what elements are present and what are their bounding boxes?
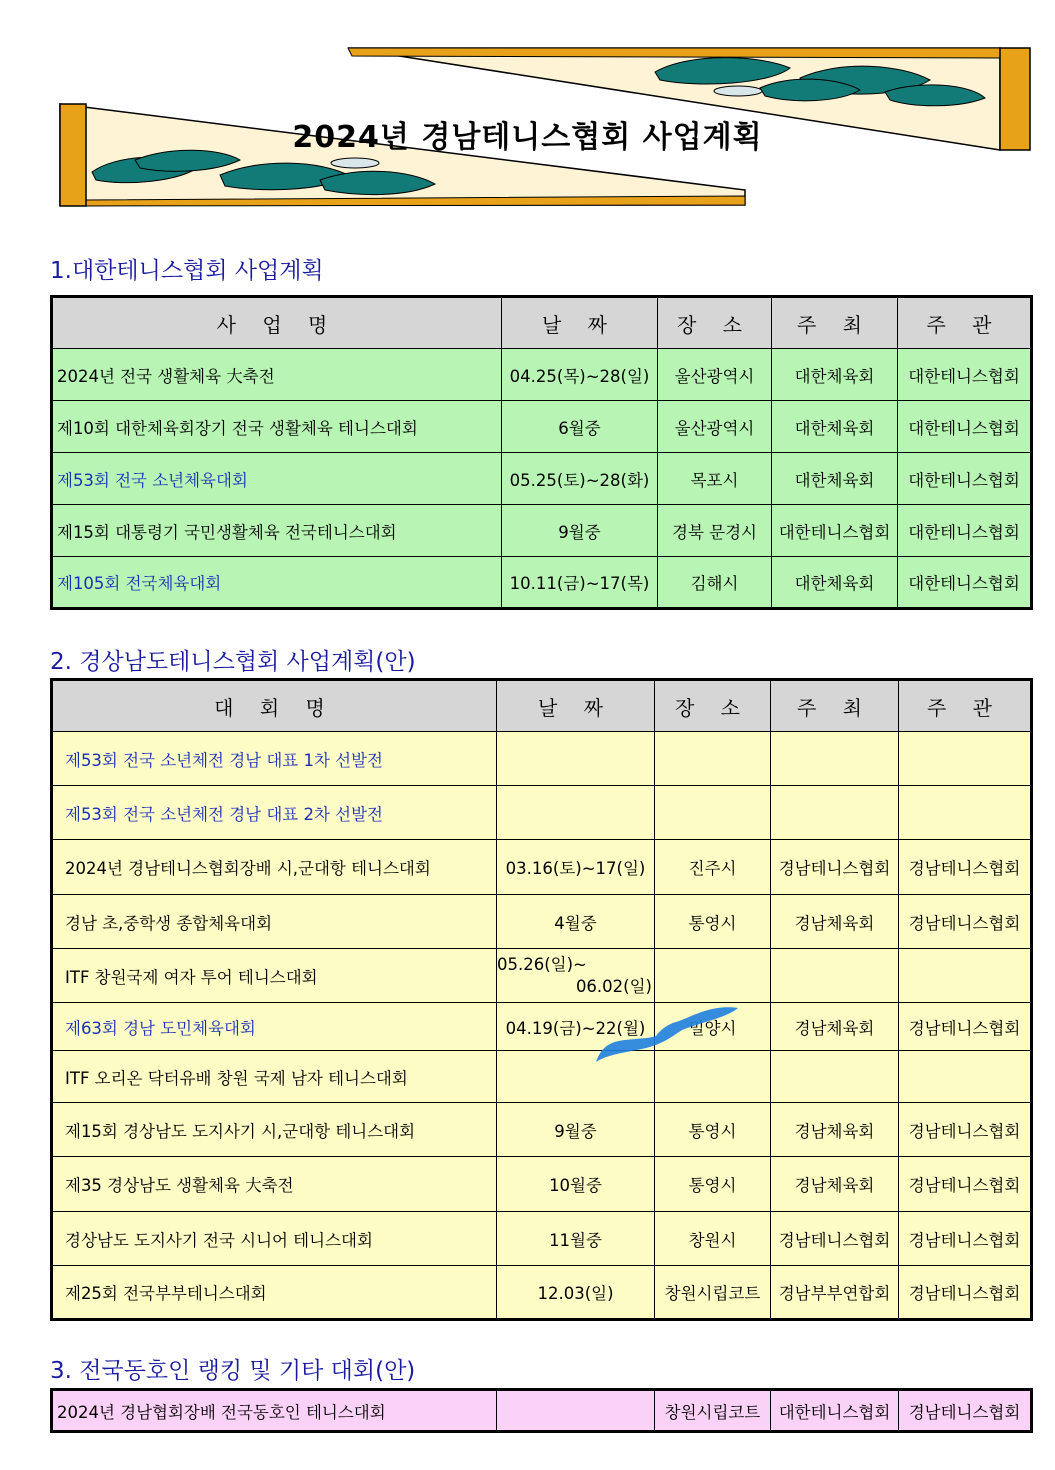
section1-table: [50, 295, 1033, 610]
event-host: 대한체육회: [772, 401, 898, 453]
event-date: 9월중: [497, 1103, 655, 1157]
highlighter-mark: [590, 1000, 750, 1070]
event-date: 6월중: [502, 401, 658, 453]
event-date: 9월중: [502, 505, 658, 557]
event-name: 2024년 경남협회장배 전국동호인 테니스대회: [52, 1390, 497, 1432]
section3-title: 3. 전국동호인 랭킹 및 기타 대회(안): [50, 1358, 416, 1384]
event-name: 제15회 대통령기 국민생활체육 전국테니스대회: [52, 505, 502, 557]
event-name: 2024년 전국 생활체육 大축전: [52, 349, 502, 401]
event-host: [771, 949, 899, 1003]
event-organizer: [899, 1051, 1032, 1103]
event-date: [497, 786, 655, 840]
event-date: 04.25(목)~28(일): [502, 349, 658, 401]
event-host: 경남체육회: [771, 1003, 899, 1051]
event-organizer: [899, 786, 1032, 840]
event-organizer: 경남테니스협회: [899, 1390, 1032, 1432]
table-row: [52, 349, 1032, 401]
event-place: 울산광역시: [658, 401, 772, 453]
event-date: 10.11(금)~17(목): [502, 557, 658, 609]
column-header-organizer: 주 관: [898, 297, 1032, 349]
event-date: 03.16(토)~17(일): [497, 840, 655, 895]
table-row: [52, 1212, 1032, 1266]
column-header-host: 주 최: [772, 297, 898, 349]
event-organizer: 대한테니스협회: [898, 453, 1032, 505]
event-organizer: 경남테니스협회: [899, 895, 1032, 949]
event-host: 대한체육회: [772, 557, 898, 609]
event-organizer: [899, 949, 1032, 1003]
section2-title: 2. 경상남도테니스협회 사업계획(안): [50, 649, 416, 675]
event-name: 제53회 전국 소년체전 경남 대표 2차 선발전: [52, 786, 497, 840]
event-organizer: 경남테니스협회: [899, 1266, 1032, 1320]
table-row: [52, 949, 1032, 1003]
event-name: 제15회 경상남도 도지사기 시,군대항 테니스대회: [52, 1103, 497, 1157]
document-title: 2024년 경남테니스협회 사업계획: [292, 120, 763, 155]
table-row: [52, 1051, 1032, 1103]
event-place: 통영시: [655, 1157, 771, 1212]
event-name: 제25회 전국부부테니스대회: [52, 1266, 497, 1320]
event-host: 경남체육회: [771, 1103, 899, 1157]
event-name: 제63회 경남 도민체육대회: [52, 1003, 497, 1051]
event-host: 대한테니스협회: [772, 505, 898, 557]
event-organizer: 대한테니스협회: [898, 557, 1032, 609]
event-organizer: [899, 732, 1032, 786]
event-place: 진주시: [655, 840, 771, 895]
event-date: 12.03(일): [497, 1266, 655, 1320]
table-row: [52, 1157, 1032, 1212]
event-host: [771, 732, 899, 786]
table-row: [52, 505, 1032, 557]
event-date: [497, 1390, 655, 1432]
event-organizer: 경남테니스협회: [899, 1103, 1032, 1157]
table-row: [52, 453, 1032, 505]
event-place: 통영시: [655, 1103, 771, 1157]
column-header-name: 사 업 명: [52, 297, 502, 349]
table-row: [52, 557, 1032, 609]
event-date: 10월중: [497, 1157, 655, 1212]
event-date-start: 05.26(일)~: [497, 954, 587, 974]
table-row: [52, 840, 1032, 895]
event-name: 제53회 전국 소년체전 경남 대표 1차 선발전: [52, 732, 497, 786]
event-name: 제35 경상남도 생활체육 大축전: [52, 1157, 497, 1212]
event-name: 경상남도 도지사기 전국 시니어 테니스대회: [52, 1212, 497, 1266]
column-header-organizer: 주 관: [899, 680, 1032, 732]
column-header-date: 날 짜: [497, 680, 655, 732]
event-host: 대한체육회: [772, 349, 898, 401]
event-place: 경북 문경시: [658, 505, 772, 557]
table-row: [52, 1103, 1032, 1157]
section2-table: [50, 678, 1033, 1321]
event-organizer: 경남테니스협회: [899, 1157, 1032, 1212]
section3-table: [50, 1388, 1033, 1433]
event-host: 대한체육회: [772, 453, 898, 505]
event-organizer: 대한테니스협회: [898, 401, 1032, 453]
event-host: 경남체육회: [771, 1157, 899, 1212]
event-host: 경남테니스협회: [771, 1212, 899, 1266]
event-place: 울산광역시: [658, 349, 772, 401]
event-organizer: 대한테니스협회: [898, 505, 1032, 557]
event-host: [771, 1051, 899, 1103]
event-place: [655, 732, 771, 786]
event-name: 경남 초,중학생 종합체육대회: [52, 895, 497, 949]
table-row: [52, 895, 1032, 949]
event-place: 창원시립코트: [655, 1390, 771, 1432]
table-row: [52, 786, 1032, 840]
event-place: 김해시: [658, 557, 772, 609]
table-header-row: [52, 297, 1032, 349]
event-place: 목포시: [658, 453, 772, 505]
event-date: [497, 949, 655, 1003]
event-place: 창원시: [655, 1212, 771, 1266]
section1-title: 1.대한테니스협회 사업계획: [50, 258, 324, 284]
event-name: 제10회 대한체육회장기 전국 생활체육 테니스대회: [52, 401, 502, 453]
event-date-end: 06.02(일): [575, 976, 652, 996]
table-row: [52, 1003, 1032, 1051]
column-header-name: 대 회 명: [52, 680, 497, 732]
event-date: [497, 732, 655, 786]
event-name: 제53회 전국 소년체육대회: [52, 453, 502, 505]
event-place: [655, 786, 771, 840]
event-date: 04.19(금)~22(월): [497, 1003, 655, 1051]
event-host: 경남체육회: [771, 895, 899, 949]
event-organizer: 경남테니스협회: [899, 1003, 1032, 1051]
event-date: 05.25(토)~28(화): [502, 453, 658, 505]
event-host: 경남부부연합회: [771, 1266, 899, 1320]
event-place: 창원시립코트: [655, 1266, 771, 1320]
event-host: [771, 786, 899, 840]
column-header-place: 장 소: [658, 297, 772, 349]
table-row: [52, 1266, 1032, 1320]
event-host: 대한테니스협회: [771, 1390, 899, 1432]
event-organizer: 경남테니스협회: [899, 1212, 1032, 1266]
event-place: 통영시: [655, 895, 771, 949]
event-name: 제105회 전국체육대회: [52, 557, 502, 609]
table-header-row: [52, 680, 1032, 732]
column-header-host: 주 최: [771, 680, 899, 732]
event-organizer: 대한테니스협회: [898, 349, 1032, 401]
event-host: 경남테니스협회: [771, 840, 899, 895]
event-date: 4월중: [497, 895, 655, 949]
table-row: [52, 401, 1032, 453]
event-date: 11월중: [497, 1212, 655, 1266]
table-row: [52, 1390, 1032, 1432]
event-name: ITF 오리온 닥터유배 창원 국제 남자 테니스대회: [52, 1051, 497, 1103]
event-name: 2024년 경남테니스협회장배 시,군대항 테니스대회: [52, 840, 497, 895]
event-organizer: 경남테니스협회: [899, 840, 1032, 895]
event-name: ITF 창원국제 여자 투어 테니스대회: [52, 949, 497, 1003]
title-banner: [0, 0, 1055, 230]
event-place: [655, 949, 771, 1003]
event-place: 밀양시: [655, 1003, 771, 1051]
column-header-date: 날 짜: [502, 297, 658, 349]
table-row: [52, 732, 1032, 786]
column-header-place: 장 소: [655, 680, 771, 732]
